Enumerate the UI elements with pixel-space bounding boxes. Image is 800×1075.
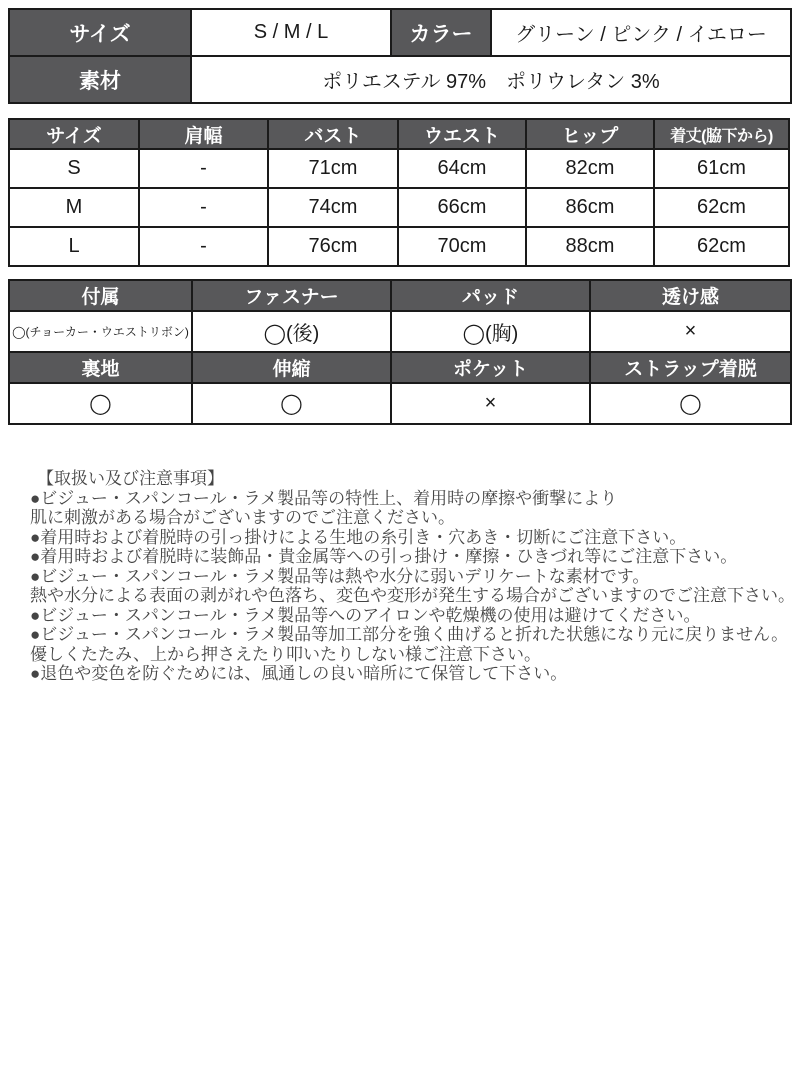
care-note-line: 肌に刺激がある場合がございますのでご注意ください。: [30, 508, 455, 527]
features-value-row-2: [9, 383, 791, 424]
value-stretch: ◯: [192, 383, 391, 424]
features-header-row-2: [9, 352, 791, 383]
cell-length: 61cm: [654, 149, 789, 188]
care-note-line: ●着用時および着脱時の引っ掛けによる生地の糸引き・穴あき・切断にご注意下さい。: [30, 527, 687, 547]
care-note-line: ●ビジュー・スパンコール・ラメ製品等へのアイロンや乾燥機の使用は避けてください。: [30, 605, 701, 625]
cell-size: L: [9, 227, 139, 266]
header-hip: ヒップ: [526, 119, 654, 149]
care-note-line: ●ビジュー・スパンコール・ラメ製品等は熱や水分に弱いデリケートな素材です。: [30, 566, 650, 586]
care-note-line: ●ビジュー・スパンコール・ラメ製品等加工部分を強く曲げると折れた状態になり元に戻りません。: [30, 625, 789, 644]
cell-waist: 64cm: [398, 149, 526, 188]
value-sheerness: ×: [590, 311, 791, 352]
color-value: グリーン / ピンク / イエロー: [491, 9, 791, 56]
header-sheerness: 透け感: [590, 280, 791, 311]
features-value-row-1: [9, 311, 791, 352]
header-accessories: 付属: [9, 280, 192, 311]
product-spec-table: [8, 8, 792, 104]
material-value: ポリエステル 97% ポリウレタン 3%: [191, 56, 791, 103]
care-notes: [30, 469, 795, 684]
size-measurements-table: [8, 118, 790, 267]
table-row-size-l: [9, 227, 789, 266]
care-note-line: ●着用時および着脱時に装飾品・貴金属等への引っ掛け・摩擦・ひきづれ等にご注意下さい。: [30, 547, 738, 566]
header-stretch: 伸縮: [192, 352, 391, 383]
value-fastener: ◯(後): [192, 311, 391, 352]
value-pocket: ×: [391, 383, 590, 424]
header-size: サイズ: [9, 119, 139, 149]
cell-hip: 82cm: [526, 149, 654, 188]
cell-shoulder: -: [139, 188, 268, 227]
cell-hip: 86cm: [526, 188, 654, 227]
size-value: S / M / L: [191, 9, 391, 56]
cell-shoulder: -: [139, 149, 268, 188]
care-notes-title: 【取扱い及び注意事項】: [37, 469, 224, 488]
features-table: [8, 279, 792, 425]
cell-bust: 76cm: [268, 227, 398, 266]
cell-length: 62cm: [654, 227, 789, 266]
cell-size: S: [9, 149, 139, 188]
care-note-line: ●退色や変色を防ぐためには、風通しの良い暗所にて保管して下さい。: [30, 664, 568, 683]
header-strap-removable: ストラップ着脱: [590, 352, 791, 383]
value-accessories: ◯(チョーカー・ウエストリボン): [9, 311, 192, 352]
measurements-header-row: [9, 119, 789, 149]
color-label: カラー: [391, 9, 491, 56]
value-strap-removable: ◯: [590, 383, 791, 424]
cell-waist: 66cm: [398, 188, 526, 227]
header-fastener: ファスナー: [192, 280, 391, 311]
table-row-size-m: [9, 188, 789, 227]
cell-bust: 74cm: [268, 188, 398, 227]
features-header-row-1: [9, 280, 791, 311]
header-pocket: ポケット: [391, 352, 590, 383]
value-lining: ◯: [9, 383, 192, 424]
cell-hip: 88cm: [526, 227, 654, 266]
header-lining: 裏地: [9, 352, 192, 383]
header-shoulder-width: 肩幅: [139, 119, 268, 149]
header-pad: パッド: [391, 280, 590, 311]
cell-waist: 70cm: [398, 227, 526, 266]
size-label: サイズ: [9, 9, 191, 56]
header-length: 着丈(脇下から): [654, 119, 789, 149]
cell-bust: 71cm: [268, 149, 398, 188]
header-waist: ウエスト: [398, 119, 526, 149]
care-note-line: 熱や水分による表面の剥がれや色落ち、変色や変形が発生する場合がございますのでご注意下さい。: [30, 586, 795, 605]
care-note-line: 優しくたたみ、上から押さえたり叩いたりしない様ご注意下さい。: [30, 644, 542, 664]
cell-length: 62cm: [654, 188, 789, 227]
value-pad: ◯(胸): [391, 311, 590, 352]
spec-row-size-color: [9, 9, 791, 56]
table-row-size-s: [9, 149, 789, 188]
cell-shoulder: -: [139, 227, 268, 266]
header-bust: バスト: [268, 119, 398, 149]
spec-row-material: [9, 56, 791, 103]
care-note-line: ●ビジュー・スパンコール・ラメ製品等の特性上、着用時の摩擦や衝撃により: [30, 488, 618, 508]
cell-size: M: [9, 188, 139, 227]
material-label: 素材: [9, 56, 191, 103]
